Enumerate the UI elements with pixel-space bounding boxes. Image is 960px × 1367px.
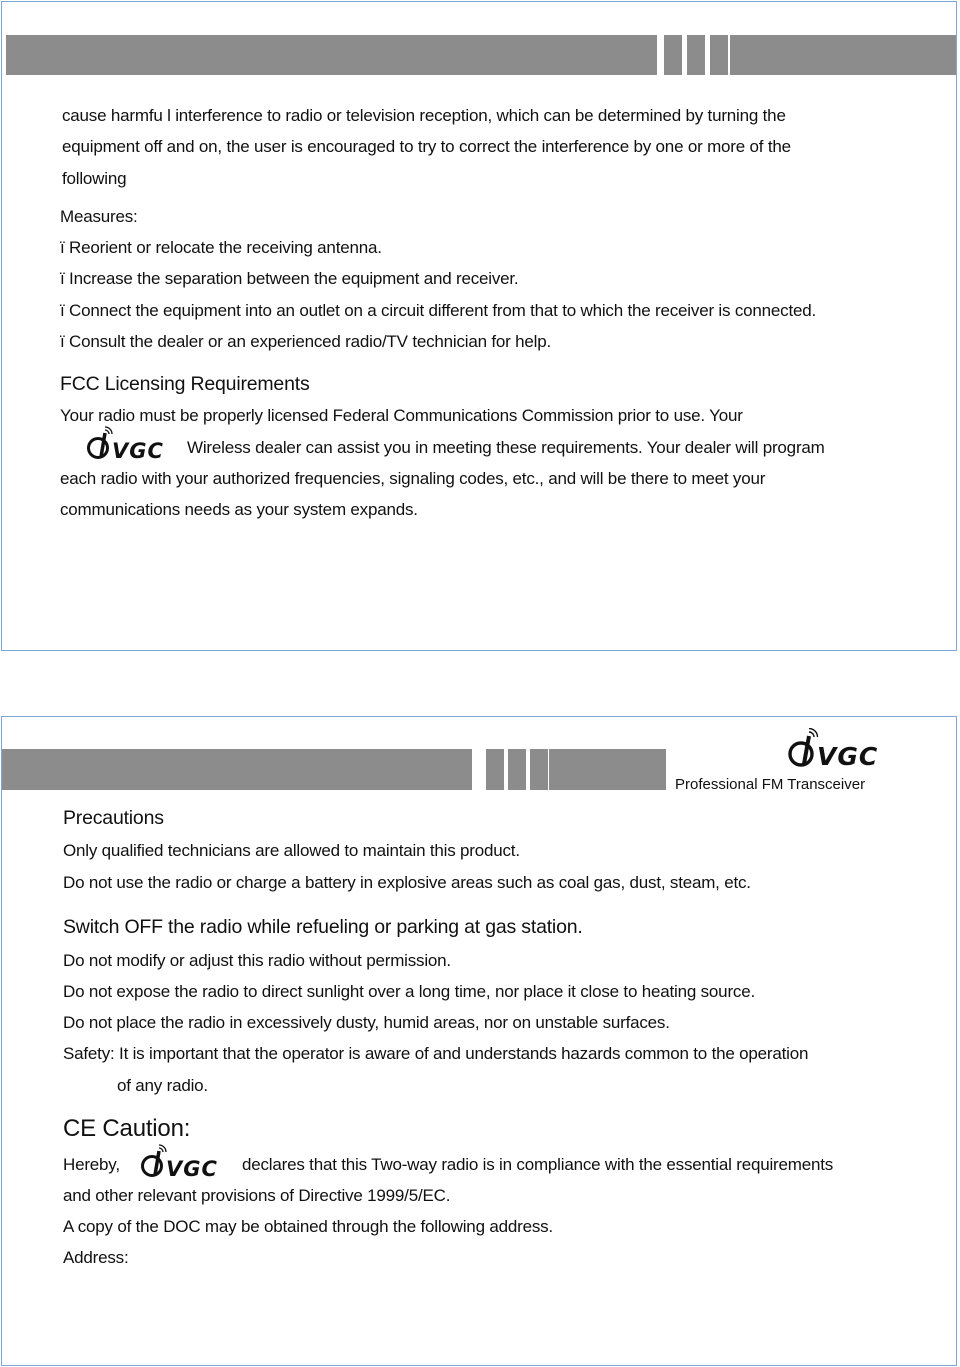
ce-text: declares that this Two-way radio is in compliance with the essential requirements [242, 1155, 834, 1174]
fcc-text: communications needs as your system expands. [60, 500, 418, 519]
rule-item: Do not place the radio in excessively dusty, humid areas, nor on unstable surfaces. [63, 1013, 670, 1032]
manual-page-2 [1, 716, 957, 1366]
rule-item: Safety: It is important that the operator is aware of and understands hazards common to the operation [63, 1044, 809, 1063]
header-bar-right [730, 35, 956, 75]
fcc-text: Your radio must be properly licensed Federal Communications Commission prior to use. Your [60, 406, 743, 425]
measure-item: ï Reorient or relocate the receiving antenna. [60, 238, 382, 257]
ce-text: A copy of the DOC may be obtained through the following address. [63, 1217, 553, 1236]
measure-item: ï Increase the separation between the equipment and receiver. [60, 269, 519, 288]
header-stripe [508, 749, 526, 790]
precaution-item: Do not use the radio or charge a battery in explosive areas such as coal gas, dust, steam, etc. [63, 873, 751, 892]
header-stripe [710, 35, 728, 75]
header-stripe [664, 35, 682, 75]
fcc-heading: FCC Licensing Requirements [60, 373, 310, 395]
header-bar-mid [549, 749, 666, 790]
header-stripe [486, 749, 504, 790]
manual-page-1 [1, 1, 957, 651]
intro-line: equipment off and on, the user is encouraged to try to correct the interference by one or more of the [62, 137, 791, 156]
header-bar-left [6, 35, 657, 75]
ce-text: Hereby, [63, 1155, 120, 1174]
svg-text:VGC: VGC [166, 1157, 218, 1181]
fcc-text: each radio with your authorized frequencies, signaling codes, etc., and will be there to meet your [60, 469, 766, 488]
vgc-logo [138, 1144, 228, 1182]
precautions-heading: Precautions [63, 807, 164, 829]
switch-off-heading: Switch OFF the radio while refueling or parking at gas station. [63, 916, 583, 938]
precaution-item: Only qualified technicians are allowed to maintain this product. [63, 841, 520, 860]
header-bar-left [2, 749, 472, 790]
intro-line: cause harmfu l interference to radio or television reception, which can be determined by turning the [62, 106, 786, 125]
svg-text:VGC: VGC [112, 439, 164, 463]
vgc-logo [785, 728, 889, 772]
measure-item: ï Connect the equipment into an outlet on a circuit different from that to which the receiver is connected. [60, 301, 817, 320]
vgc-logo [84, 426, 174, 464]
header-stripe [530, 749, 548, 790]
brand-subtitle: Professional FM Transceiver [675, 776, 866, 793]
ce-heading: CE Caution: [63, 1115, 191, 1142]
fcc-text: Wireless dealer can assist you in meeting these requirements. Your dealer will program [187, 438, 825, 457]
ce-address-label: Address: [63, 1248, 129, 1267]
rule-item: Do not modify or adjust this radio without permission. [63, 951, 451, 970]
rule-item-continued: of any radio. [117, 1076, 208, 1095]
svg-text:VGC: VGC [817, 742, 879, 771]
measure-item: ï Consult the dealer or an experienced radio/TV technician for help. [60, 332, 552, 351]
measures-label: Measures: [60, 207, 138, 226]
header-stripe [687, 35, 705, 75]
intro-line: following [62, 169, 127, 188]
rule-item: Do not expose the radio to direct sunlight over a long time, nor place it close to heating source. [63, 982, 755, 1001]
ce-text: and other relevant provisions of Directive 1999/5/EC. [63, 1186, 451, 1205]
